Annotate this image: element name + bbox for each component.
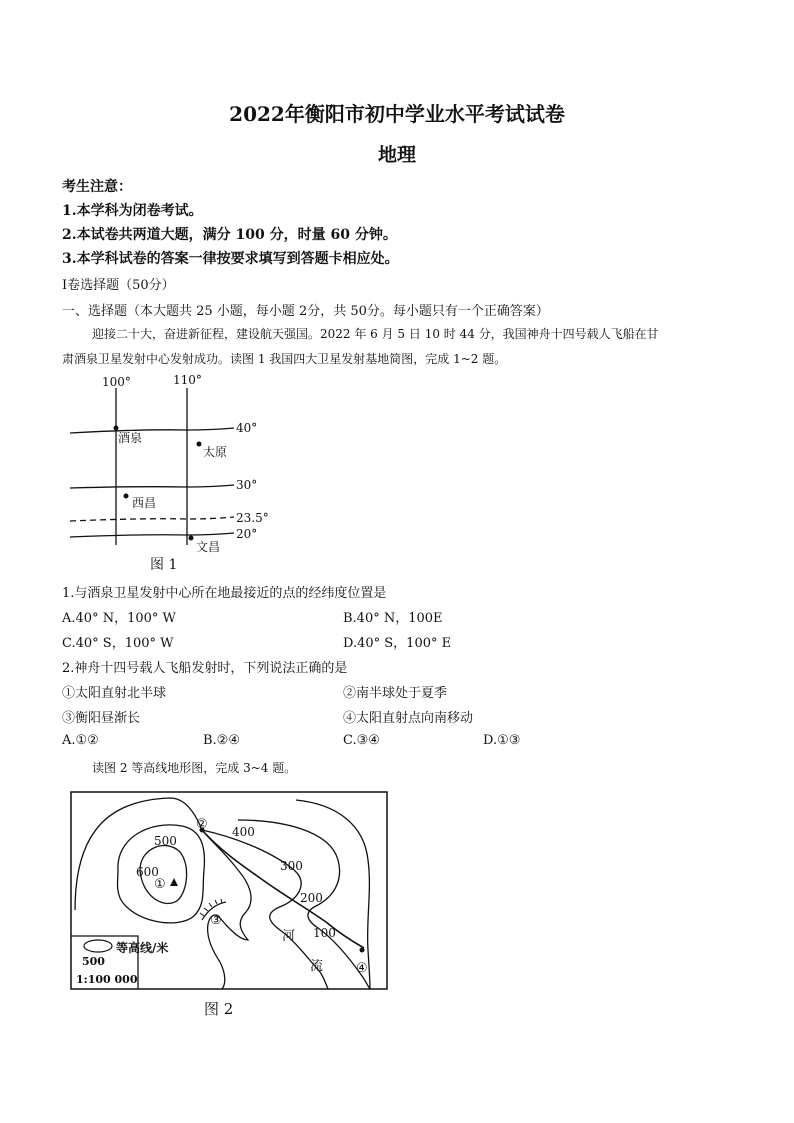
place-taiyuan: 太原 — [203, 445, 228, 459]
notice-item-2: 2.本试卷共两道大题，满分 100 分，时量 60 分钟。 — [62, 227, 397, 243]
river-label-liu: 流 — [310, 959, 324, 974]
intro-figure2: 读图 2 等高线地形图，完成 3~4 题。 — [92, 761, 297, 775]
figure2-caption: 图 2 — [204, 1000, 234, 1018]
contour-label-100: 100 — [313, 926, 336, 940]
q1-option-a: A.40° N，100° W — [62, 611, 176, 626]
q2-statement-3: ③衡阳昼渐长 — [62, 711, 141, 726]
place-jiuquan: 酒泉 — [118, 431, 143, 445]
legend-label: 等高线/米 — [116, 941, 169, 955]
q1-stem: 1.与酒泉卫星发射中心所在地最接近的点的经纬度位置是 — [62, 586, 387, 601]
notice-heading: 考生注意： — [62, 179, 132, 195]
longitude-label-100: 100° — [102, 375, 131, 389]
latitude-line-30 — [70, 485, 234, 488]
point-4-dot — [360, 948, 365, 953]
figure1-caption: 图 1 — [150, 557, 178, 573]
contour-label-500: 500 — [154, 834, 177, 848]
subject-title: 地理 — [377, 144, 416, 166]
latitude-line-23-5 — [70, 517, 234, 521]
q2-option-d: D.①③ — [483, 733, 521, 748]
river-label-he: 河 — [282, 929, 296, 944]
contour-label-400: 400 — [232, 825, 255, 839]
legend-contour-ellipse — [84, 940, 112, 952]
q1-option-c: C.40° S，100° W — [62, 636, 174, 651]
latitude-line-20 — [70, 533, 234, 537]
intro-line-1: 迎接二十大，奋进新征程，建设航天强国。2022 年 6 月 5 日 10 时 44 分，我国神舟十四号载人飞船在甘 — [92, 327, 659, 341]
point-2-label: ② — [196, 817, 208, 832]
wenchang-point — [189, 536, 194, 541]
xichang-point — [124, 494, 129, 499]
notice-item-1: 1.本学科为闭卷考试。 — [62, 203, 203, 219]
place-xichang: 西昌 — [132, 496, 157, 510]
place-wenchang: 文昌 — [196, 540, 221, 554]
latitude-label-40: 40° — [236, 421, 258, 435]
latitude-label-20: 20° — [236, 527, 258, 541]
latitude-label-23-5: 23.5° — [236, 511, 269, 525]
point-1-label: ① — [154, 877, 166, 892]
latitude-line-40 — [70, 428, 234, 433]
point-3-label: ③ — [210, 913, 222, 928]
latitude-label-30: 30° — [236, 478, 258, 492]
q2-statement-4: ④太阳直射点向南移动 — [343, 711, 474, 726]
exam-title: 2022年衡阳市初中学业水平考试试卷 — [229, 102, 565, 126]
q2-statement-1: ①太阳直射北半球 — [62, 686, 167, 701]
summit-triangle-icon — [170, 878, 178, 886]
taiyuan-point — [197, 442, 202, 447]
q1-option-b: B.40° N，100E — [343, 611, 443, 626]
contour-label-200: 200 — [300, 891, 323, 905]
contour-label-600: 600 — [136, 865, 159, 879]
q2-option-a: A.①② — [62, 733, 99, 748]
jiuquan-point — [114, 426, 119, 431]
part-label: I卷选择题（50分） — [62, 278, 175, 293]
scale-label: 1:100 000 — [76, 973, 138, 986]
figure2-contour-map — [70, 790, 395, 1022]
point-4-label: ④ — [356, 961, 368, 976]
q2-option-c: C.③④ — [343, 733, 380, 748]
longitude-label-110: 110° — [173, 373, 202, 387]
figure1-map — [62, 370, 282, 575]
q1-option-d: D.40° S，100° E — [343, 636, 452, 651]
q2-option-b: B.②④ — [203, 733, 240, 748]
contour-label-300: 300 — [280, 859, 303, 873]
legend-value: 500 — [82, 955, 105, 968]
q2-statement-2: ②南半球处于夏季 — [343, 686, 448, 701]
section-heading: 一、选择题（本大题共 25 小题，每小题 2分，共 50分。每小题只有一个正确答案） — [62, 304, 549, 319]
notice-item-3: 3.本学科试卷的答案一律按要求填写到答题卡相应处。 — [62, 251, 399, 267]
q2-stem: 2.神舟十四号载人飞船发射时，下列说法正确的是 — [62, 661, 348, 676]
intro-line-2: 肃酒泉卫星发射中心发射成功。读图 1 我国四大卫星发射基地简图，完成 1~2 题。 — [62, 352, 507, 366]
